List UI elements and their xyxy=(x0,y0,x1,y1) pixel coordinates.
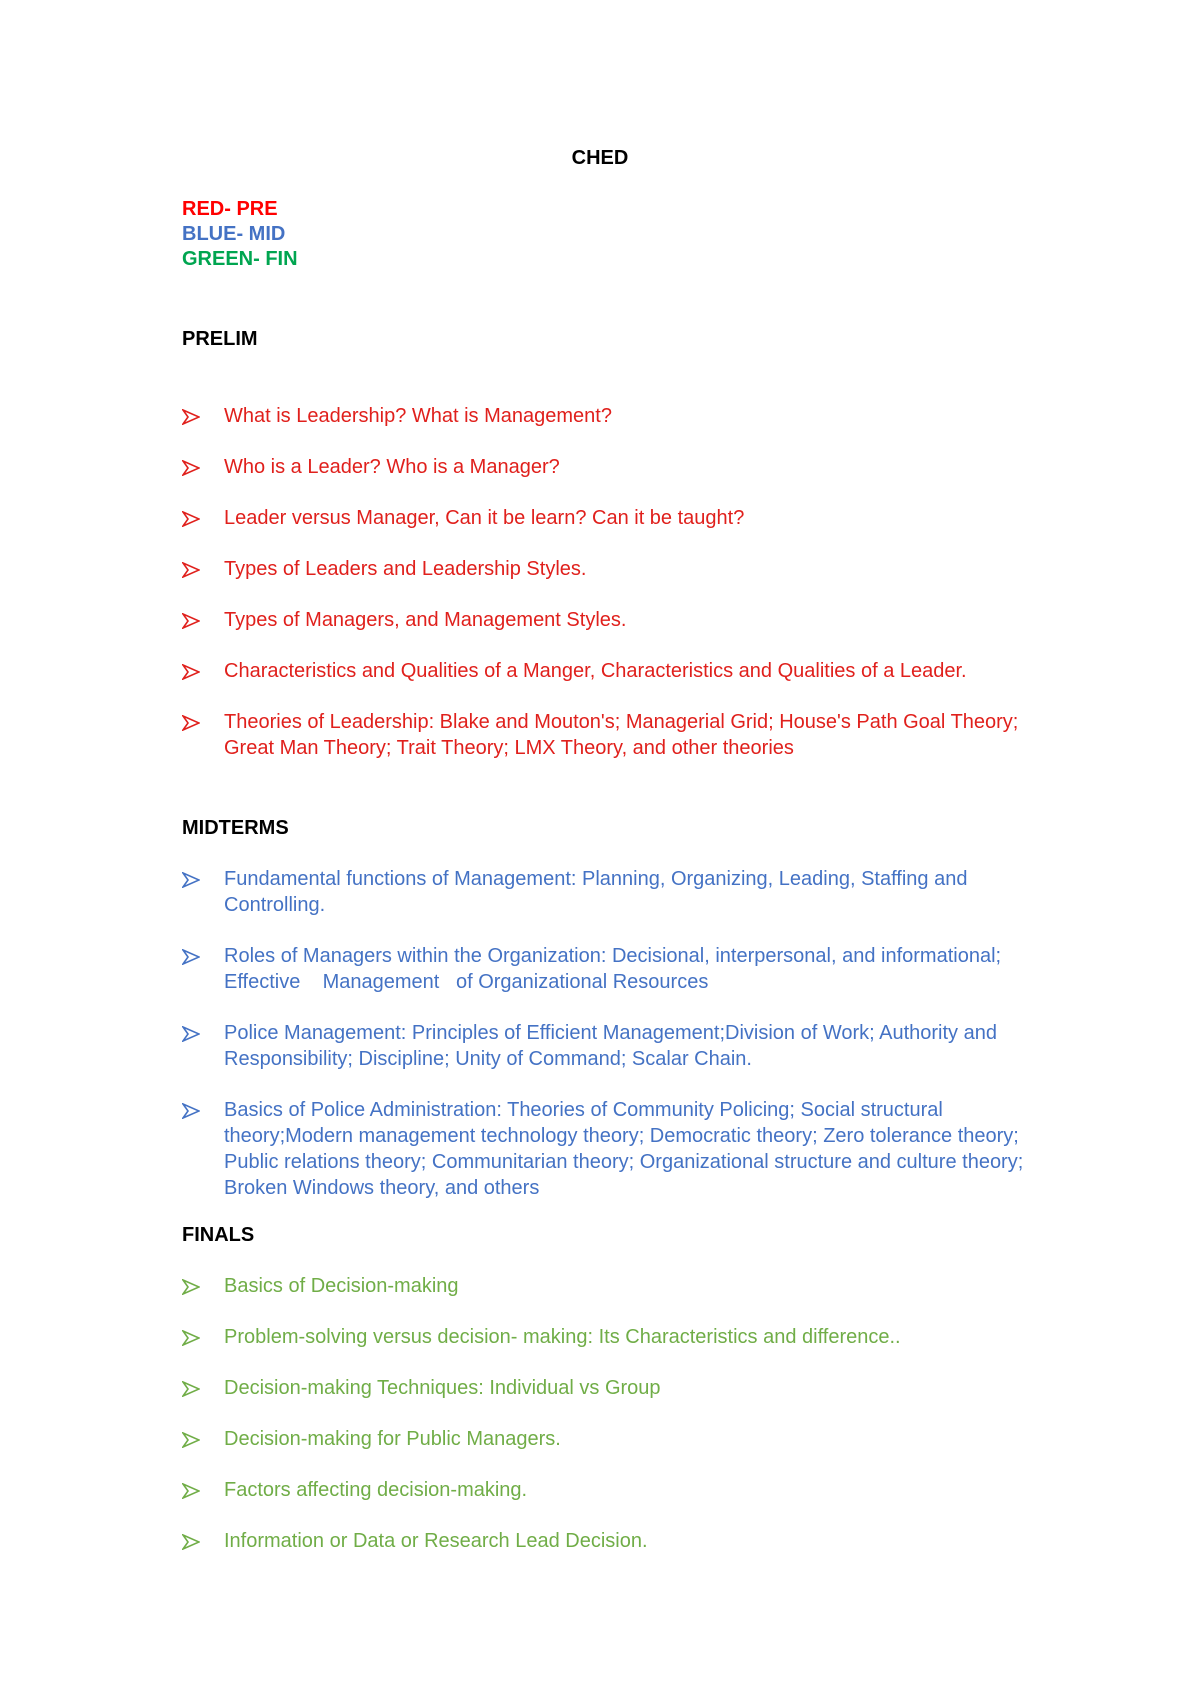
list-item xyxy=(182,709,1042,761)
arrow-bullet-icon xyxy=(182,943,202,965)
arrow-bullet-icon xyxy=(182,1273,202,1295)
list-item xyxy=(182,1375,1042,1401)
list-item-text: Leader versus Manager, Can it be learn? Can it be taught? xyxy=(224,507,745,529)
list-item xyxy=(182,1324,1042,1350)
legend-red: RED- PRE xyxy=(182,198,278,220)
arrow-bullet-icon xyxy=(182,1528,202,1550)
list-item xyxy=(182,505,1042,531)
list-item-text: Information or Data or Research Lead Decision. xyxy=(224,1530,648,1552)
list-item-text: Factors affecting decision-making. xyxy=(224,1479,528,1501)
legend-blue: BLUE- MID xyxy=(182,223,286,245)
list-item xyxy=(182,1426,1042,1452)
prelim-list xyxy=(182,403,1042,786)
list-item xyxy=(182,1273,1042,1299)
arrow-bullet-icon xyxy=(182,1375,202,1397)
list-item-text: Types of Managers, and Management Styles. xyxy=(224,609,627,631)
list-item-text: Characteristics and Qualities of a Manger, Characteristics and Qualities of a Leader. xyxy=(224,660,967,682)
section-heading-prelim: PRELIM xyxy=(182,328,258,350)
list-item-text: Problem-solving versus decision- making: Its Characteristics and difference.. xyxy=(224,1326,901,1348)
list-item-text: Decision-making Techniques: Individual vs Group xyxy=(224,1377,661,1399)
list-item-text: Who is a Leader? Who is a Manager? xyxy=(224,456,560,478)
list-item-text: Types of Leaders and Leadership Styles. xyxy=(224,558,587,580)
list-item-text: Fundamental functions of Management: Planning, Organizing, Leading, Staffing and Controlling. xyxy=(224,868,968,916)
finals-list xyxy=(182,1273,1042,1579)
arrow-bullet-icon xyxy=(182,866,202,888)
list-item-text: Decision-making for Public Managers. xyxy=(224,1428,561,1450)
list-item xyxy=(182,1020,1042,1072)
section-heading-midterms: MIDTERMS xyxy=(182,817,289,839)
midterms-list xyxy=(182,866,1042,1226)
arrow-bullet-icon xyxy=(182,607,202,629)
list-item xyxy=(182,866,1042,918)
list-item xyxy=(182,454,1042,480)
list-item xyxy=(182,658,1042,684)
list-item-text: Police Management: Principles of Efficient Management;Division of Work; Authority and Responsibility; Discipline; Unity of Command; Scalar Chain. xyxy=(224,1022,997,1070)
list-item-text: Basics of Decision-making xyxy=(224,1275,459,1297)
arrow-bullet-icon xyxy=(182,658,202,680)
list-item xyxy=(182,1097,1042,1201)
list-item-text: Roles of Managers within the Organization: Decisional, interpersonal, and informational; Effective Management of Organizational Resources xyxy=(224,945,1007,993)
arrow-bullet-icon xyxy=(182,1426,202,1448)
list-item xyxy=(182,556,1042,582)
arrow-bullet-icon xyxy=(182,1324,202,1346)
legend-green: GREEN- FIN xyxy=(182,248,298,270)
list-item xyxy=(182,1528,1042,1554)
arrow-bullet-icon xyxy=(182,454,202,476)
list-item xyxy=(182,943,1042,995)
list-item xyxy=(182,607,1042,633)
arrow-bullet-icon xyxy=(182,403,202,425)
arrow-bullet-icon xyxy=(182,709,202,731)
arrow-bullet-icon xyxy=(182,1477,202,1499)
list-item-text: What is Leadership? What is Management? xyxy=(224,405,612,427)
page-title: CHED xyxy=(571,147,629,169)
arrow-bullet-icon xyxy=(182,1020,202,1042)
section-heading-finals: FINALS xyxy=(182,1224,255,1246)
list-item xyxy=(182,1477,1042,1503)
color-legend xyxy=(182,197,298,272)
arrow-bullet-icon xyxy=(182,556,202,578)
list-item-text: Basics of Police Administration: Theories of Community Policing; Social structural theory;Modern management technology theory; Democratic theory; Zero tolerance theory; Public relations theory; Communitarian theory; Organizational structure and culture theory; Broken Windows theory, and others xyxy=(224,1099,1024,1199)
list-item xyxy=(182,403,1042,429)
list-item-text: Theories of Leadership: Blake and Mouton's; Managerial Grid; House's Path Goal Theory; Great Man Theory; Trait Theory; LMX Theory, and other theories xyxy=(224,711,1019,759)
arrow-bullet-icon xyxy=(182,505,202,527)
arrow-bullet-icon xyxy=(182,1097,202,1119)
